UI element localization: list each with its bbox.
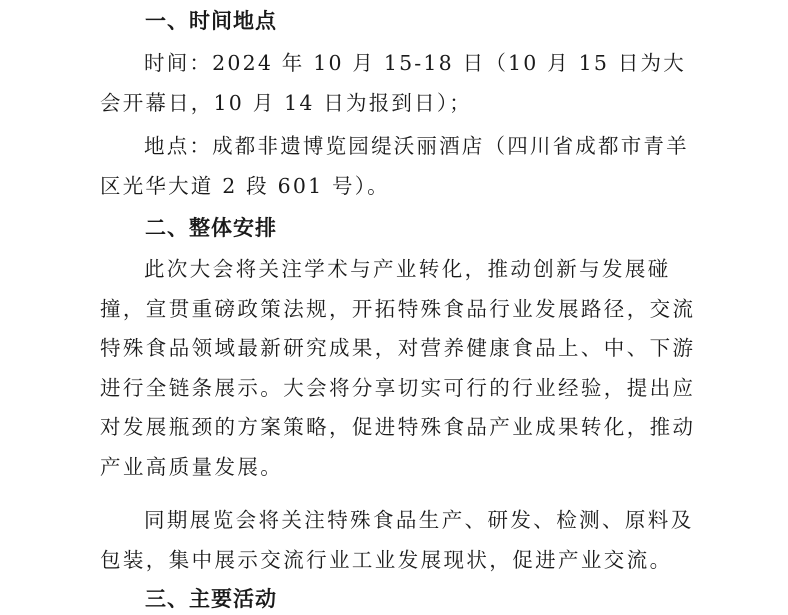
section-heading-time-place: 一、时间地点: [145, 9, 277, 33]
paragraph-time: 时间：2024 年 10 月 15-18 日（10 月 15 日为大会开幕日，10 月 14 日为报到日）；: [100, 51, 686, 115]
paragraph-place: 地点：成都非遗博览园缇沃丽酒店（四川省成都市青羊区光华大道 2 段 601 号）。: [100, 134, 689, 198]
section-heading-overall-arrangement: 二、整体安排: [145, 216, 277, 240]
paragraph-overall-arrangement: 此次大会将关注学术与产业转化，推动创新与发展碰撞，宣贯重磅政策法规，开拓特殊食品行业发展路径，交流特殊食品领域最新研究成果，对营养健康食品上、中、下游进行全链条展示。大会将分享切实可行的行业经验，提出应对发展瓶颈的方案策略，促进特殊食品产业成果转化，推动产业高质量发展。: [100, 257, 696, 479]
section-heading-main-activities: 三、主要活动: [145, 587, 277, 611]
paragraph-exhibition: 同期展览会将关注特殊食品生产、研发、检测、原料及包装，集中展示交流行业工业发展现状，促进产业交流。: [100, 508, 694, 572]
